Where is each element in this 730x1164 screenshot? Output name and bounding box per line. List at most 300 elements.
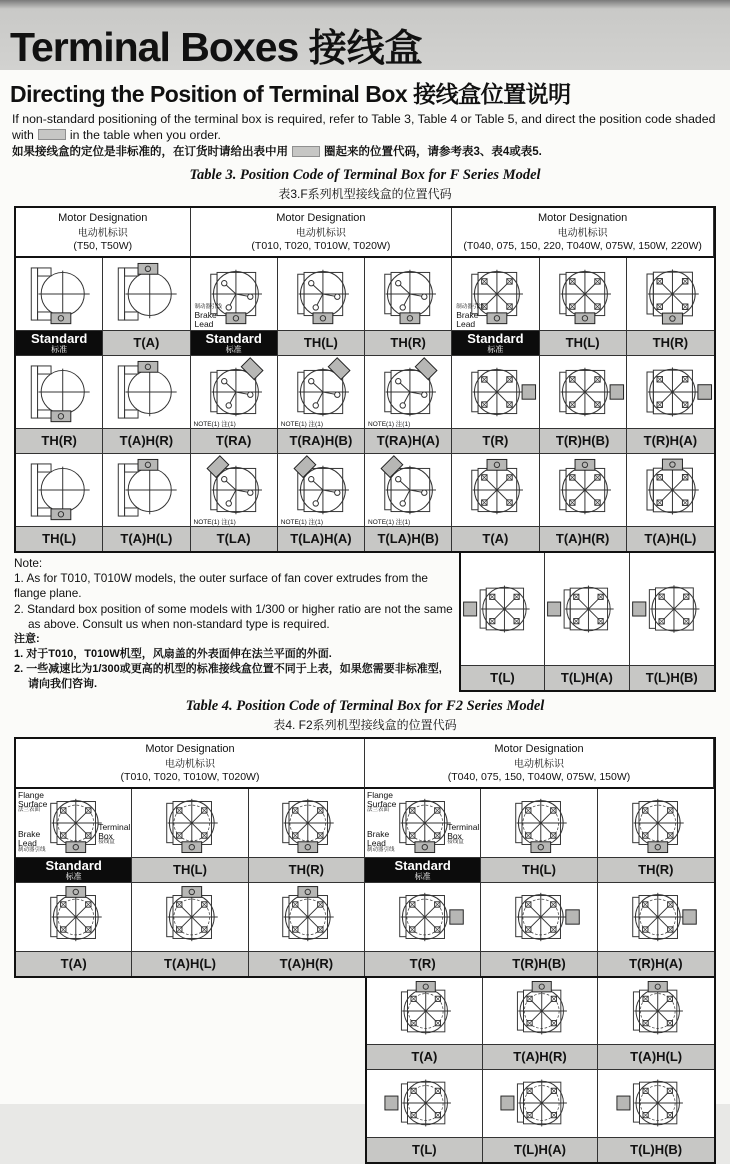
position-code-label — [627, 330, 714, 355]
position-code: T(R)H(B) — [512, 956, 566, 972]
motor-diagram — [452, 356, 538, 428]
brake-lead-annotation: Brake Lead 制动器引线 — [18, 829, 46, 853]
position-code: T(L)H(A) — [560, 670, 613, 686]
position-code: TH(L) — [42, 531, 77, 547]
motor-diagram — [367, 978, 482, 1044]
position-cell — [365, 789, 481, 883]
motor-diagram-svg — [278, 258, 364, 330]
motor-diagram — [249, 789, 364, 857]
motor-diagram — [132, 883, 247, 951]
motor-designation-header — [16, 208, 191, 258]
motor-diagram-svg — [540, 454, 626, 526]
position-code-label — [278, 526, 364, 551]
position-code: T(A)H(R) — [279, 956, 334, 972]
motor-diagram — [481, 883, 596, 951]
motor-diagram — [16, 883, 131, 951]
note-cn-3: 请向我们咨询. — [28, 677, 98, 690]
motor-diagram-svg — [540, 356, 626, 428]
position-code-label — [16, 951, 131, 976]
position-cell — [483, 1070, 599, 1162]
motor-diagram — [16, 454, 102, 526]
position-code-label — [481, 951, 596, 976]
motor-diagram — [365, 789, 480, 857]
motor-diagram — [630, 553, 714, 665]
motor-diagram-svg — [627, 356, 714, 428]
position-code-label — [627, 526, 714, 551]
position-code-label — [540, 330, 626, 355]
position-code: T(A)H(R) — [555, 531, 610, 547]
motor-diagram-svg — [144, 789, 236, 857]
motor-diagram — [278, 258, 364, 330]
motor-diagram-svg — [610, 1070, 702, 1136]
motor-diagram-svg — [461, 574, 544, 644]
motor-diagram-svg — [103, 258, 189, 330]
motor-diagram-svg — [610, 978, 702, 1044]
position-code: T(LA) — [216, 531, 251, 547]
position-code-label — [365, 857, 480, 882]
header-cn: 电动机标识 — [165, 758, 215, 770]
position-code-label — [598, 1137, 714, 1162]
motor-designation-header — [191, 208, 453, 258]
position-code: TH(L) — [173, 862, 207, 878]
position-code: TH(L) — [522, 862, 556, 878]
note-line-1: 1. As for T010, T010W models, the outer surface of fan cover extrudes from the flange plane. — [14, 570, 428, 601]
motor-diagram — [627, 454, 714, 526]
note-marker: NOTE(1) 注(1) — [280, 420, 323, 428]
motor-diagram — [191, 258, 277, 330]
page-header — [0, 0, 730, 70]
position-cell — [481, 883, 597, 976]
motor-diagram-svg — [378, 978, 470, 1044]
table4-title — [0, 698, 730, 733]
position-code-label — [191, 526, 277, 551]
intro-paragraph — [12, 111, 730, 161]
brake-lead-annotation: 制动器引线 Brake Lead — [194, 304, 223, 329]
position-code-label — [249, 857, 364, 882]
motor-diagram — [191, 454, 277, 526]
table3-row4-grid — [459, 553, 716, 692]
shade-swatch-icon — [38, 129, 66, 140]
intro-cn-a: 如果接线盒的定位是非标准的，在订货时请给出表中用 — [12, 146, 288, 159]
position-cell — [249, 789, 365, 883]
motor-diagram-svg — [545, 574, 628, 644]
position-code: Standard — [30, 330, 88, 346]
motor-diagram-svg — [191, 454, 277, 526]
motor-diagram — [627, 356, 714, 428]
motor-diagram-svg — [144, 883, 236, 951]
position-code-label — [132, 951, 247, 976]
motor-diagram-svg — [16, 454, 102, 526]
position-code: T(A)H(L) — [120, 531, 173, 547]
position-cell — [16, 883, 132, 976]
position-cell — [103, 258, 190, 356]
note-block — [14, 553, 459, 692]
position-code: TH(L) — [303, 335, 338, 351]
motor-diagram-svg — [365, 258, 451, 330]
position-cell — [461, 553, 545, 690]
position-code-label — [481, 857, 596, 882]
position-code: TH(R) — [288, 862, 325, 878]
note-line-2: 2. Standard box position of some models with 1/300 or higher ratio are not the same — [14, 601, 453, 616]
position-code: T(L)H(B) — [630, 1142, 683, 1158]
motor-diagram-svg — [452, 454, 538, 526]
motor-diagram — [545, 553, 628, 665]
position-cell — [16, 454, 103, 551]
position-cell — [540, 454, 627, 551]
position-cell — [278, 454, 365, 551]
position-code: T(R)H(A) — [643, 433, 698, 449]
motor-diagram — [16, 789, 131, 857]
position-code: T(A) — [60, 956, 87, 972]
position-code: TH(R) — [390, 335, 426, 351]
intro-line1: If non-standard positioning of the terminal box is required, refer to Table 3, Table 4 or Table 5, and direct the position code shaded — [12, 112, 716, 126]
position-cell — [452, 454, 539, 551]
header-models: (T040, 075, 150, T040W, 075W, 150W) — [447, 770, 631, 783]
position-code-label — [367, 1044, 482, 1069]
motor-diagram-svg — [365, 356, 451, 428]
header-models: (T010, T020, T010W, T020W) — [120, 770, 260, 783]
position-cell — [16, 258, 103, 356]
position-code-label — [598, 857, 714, 882]
position-cell — [278, 258, 365, 356]
position-code-cn: 标准 — [225, 344, 242, 354]
position-code-label — [16, 330, 102, 355]
position-code-label — [452, 330, 538, 355]
header-models: (T010, T020, T010W, T020W) — [251, 239, 391, 252]
position-code-label — [598, 1044, 714, 1069]
position-cell — [627, 258, 714, 356]
motor-diagram — [103, 258, 189, 330]
header-models: (T50, T50W) — [73, 239, 133, 252]
position-cell — [103, 454, 190, 551]
position-code: T(LA)H(B) — [377, 531, 439, 547]
position-code-label — [16, 857, 131, 882]
terminal-box-annotation: Terminal Box 接线盒 — [447, 821, 480, 846]
motor-diagram-svg — [260, 789, 352, 857]
position-cell — [598, 1070, 714, 1162]
motor-diagram-svg — [493, 789, 585, 857]
flange-surface-annotation: Flange Surface 法兰表面 — [18, 789, 48, 814]
position-cell — [627, 454, 714, 551]
intro-cn-b: 圈起来的位置代码，请参考表3、表4或表5. — [324, 146, 542, 159]
motor-diagram — [16, 356, 102, 428]
position-code: T(A) — [411, 1049, 438, 1065]
position-code-label — [461, 665, 544, 690]
motor-diagram — [540, 258, 626, 330]
position-cell — [630, 553, 714, 690]
motor-diagram-svg — [540, 258, 626, 330]
shade-swatch-icon — [292, 146, 320, 157]
position-code: T(A)H(L) — [630, 1049, 683, 1065]
motor-diagram-svg — [16, 356, 102, 428]
position-code: T(L)H(B) — [645, 670, 698, 686]
motor-designation-header — [365, 739, 714, 789]
note-cn-1: 1. 对于T010，T010W机型，风扇盖的外表面伸在法兰平面的外面. — [14, 648, 332, 661]
header-cn: 电动机标识 — [557, 227, 608, 239]
header-en: Motor Designation — [58, 211, 148, 224]
position-code-label — [365, 428, 451, 453]
position-code-label — [278, 428, 364, 453]
position-code-label — [365, 526, 451, 551]
position-code: T(L) — [490, 670, 515, 686]
position-code: T(A)H(R) — [119, 433, 174, 449]
motor-diagram — [367, 1070, 482, 1137]
position-cell — [367, 1070, 483, 1162]
motor-diagram-svg — [278, 454, 364, 526]
motor-designation-header — [16, 739, 365, 789]
note-cn-title: 注意: — [14, 633, 40, 646]
motor-diagram-svg — [377, 883, 469, 951]
position-cell — [191, 454, 278, 551]
position-code-label — [365, 330, 451, 355]
motor-diagram — [16, 258, 102, 330]
position-code: T(L)H(A) — [514, 1142, 566, 1158]
position-cell — [365, 454, 452, 551]
motor-diagram — [598, 978, 714, 1044]
table4-bottom-strip — [14, 978, 716, 1164]
note-marker: NOTE(1) 注(1) — [280, 518, 323, 526]
intro-line2-with: with — [12, 128, 34, 143]
position-code: T(L) — [412, 1142, 437, 1158]
position-code: T(LA)H(A) — [290, 531, 352, 547]
position-cell — [627, 356, 714, 454]
motor-diagram — [598, 789, 714, 857]
note-marker: NOTE(1) 注(1) — [368, 420, 411, 428]
header-cn: 电动机标识 — [295, 227, 346, 239]
position-code-cn: 标准 — [65, 871, 82, 881]
brake-lead-annotation: 制动器引线 Brake Lead — [456, 304, 484, 329]
position-cell — [540, 356, 627, 454]
note-line-3: as above. Consult us when non-standard type is required. — [28, 616, 330, 631]
position-code-label — [540, 526, 626, 551]
position-cell — [103, 356, 190, 454]
motor-diagram-svg — [191, 356, 277, 428]
motor-diagram — [483, 978, 598, 1044]
motor-diagram — [103, 356, 189, 428]
motor-diagram-svg — [278, 356, 364, 428]
position-code-label — [627, 428, 714, 453]
table3-title-en: Table 3. Position Code of Terminal Box for F Series Model — [189, 166, 541, 183]
position-code: Standard — [45, 857, 102, 873]
header-en: Motor Designation — [494, 742, 584, 755]
page-title-cn: 接线盒 — [308, 28, 423, 70]
position-code-label — [191, 428, 277, 453]
position-code-label — [16, 428, 102, 453]
motor-diagram-svg — [627, 454, 714, 526]
table4-title-cn: 表4. F2系列机型接线盒的位置代码 — [273, 717, 457, 732]
position-code-label — [103, 526, 189, 551]
position-cell — [16, 356, 103, 454]
position-cell — [249, 883, 365, 976]
position-cell — [452, 356, 539, 454]
page-title — [10, 24, 423, 70]
motor-diagram-svg — [103, 454, 189, 526]
motor-diagram-svg — [28, 883, 120, 951]
motor-diagram-svg — [260, 883, 352, 951]
motor-diagram — [627, 258, 714, 330]
position-cell — [483, 978, 599, 1070]
position-code-label — [132, 857, 247, 882]
header-en: Motor Designation — [145, 742, 235, 755]
position-cell — [598, 883, 714, 976]
position-cell — [132, 883, 248, 976]
motor-diagram — [540, 356, 626, 428]
motor-diagram — [452, 454, 538, 526]
position-code: TH(R) — [638, 862, 674, 878]
motor-diagram-svg — [493, 883, 585, 951]
position-code: TH(R) — [41, 433, 77, 449]
intro-line2-rest: in the table when you order. — [69, 128, 221, 143]
position-code-cn: 标准 — [487, 344, 504, 354]
position-code-label — [365, 951, 480, 976]
position-cell — [540, 258, 627, 356]
position-code-label — [16, 526, 102, 551]
position-cell — [365, 356, 452, 454]
position-code: Standard — [467, 330, 524, 346]
position-code-label — [103, 428, 189, 453]
motor-diagram-svg — [610, 883, 702, 951]
table3-title — [0, 167, 730, 202]
motor-diagram-svg — [610, 789, 702, 857]
position-code: T(A) — [482, 531, 509, 547]
table3-bottom-strip — [14, 553, 716, 692]
position-code: T(RA)H(A) — [376, 433, 440, 449]
position-code: T(R)H(A) — [629, 956, 683, 972]
note-marker: NOTE(1) 注(1) — [368, 518, 411, 526]
table3-grid — [14, 206, 716, 553]
header-en: Motor Designation — [537, 211, 628, 224]
position-code: T(A) — [133, 335, 160, 351]
motor-diagram — [249, 883, 364, 951]
motor-designation-header — [452, 208, 714, 258]
table4-rows34-grid — [365, 978, 716, 1164]
motor-diagram-svg — [378, 1070, 470, 1136]
position-code: Standard — [205, 330, 262, 346]
position-code-label — [103, 330, 189, 355]
table4-empty-area — [14, 978, 365, 1164]
motor-diagram-svg — [630, 574, 714, 644]
motor-diagram-svg — [627, 258, 714, 330]
table4-title-en: Table 4. Position Code of Terminal Box for F2 Series Model — [185, 697, 545, 714]
motor-diagram — [365, 258, 451, 330]
position-code: T(RA) — [215, 433, 252, 449]
position-code-label — [452, 526, 538, 551]
position-code: T(A)H(L) — [644, 531, 697, 547]
page-title-en: Terminal Boxes — [10, 24, 299, 70]
note-marker: NOTE(1) 注(1) — [193, 518, 236, 526]
motor-diagram — [191, 356, 277, 428]
motor-diagram — [598, 1070, 714, 1137]
motor-diagram — [278, 356, 364, 428]
motor-diagram-svg — [494, 1070, 586, 1136]
position-code-cn: 标准 — [414, 871, 431, 881]
position-code: TH(L) — [565, 335, 600, 351]
section-title-cn: 接线盒位置说明 — [413, 81, 571, 107]
position-cell — [598, 978, 714, 1070]
table4-grid — [14, 737, 716, 978]
motor-diagram — [365, 883, 480, 951]
header-en: Motor Designation — [276, 211, 366, 224]
position-cell — [598, 789, 714, 883]
motor-diagram-svg — [494, 978, 586, 1044]
motor-diagram-svg — [16, 258, 102, 330]
position-code: T(R) — [409, 956, 436, 972]
position-code-label — [483, 1137, 598, 1162]
position-code-label — [545, 665, 628, 690]
header-models: (T040, 075, 150, 220, T040W, 075W, 150W, 220W) — [463, 239, 702, 252]
position-cell — [191, 258, 278, 356]
motor-diagram-svg — [452, 356, 538, 428]
table4 — [14, 737, 716, 978]
title-banner — [0, 0, 730, 70]
position-code-cn: 标准 — [51, 344, 68, 354]
motor-diagram — [598, 883, 714, 951]
position-code-label — [452, 428, 538, 453]
position-code-label — [598, 951, 714, 976]
position-cell — [545, 553, 629, 690]
motor-diagram — [481, 789, 596, 857]
section-title-en: Directing the Position of Terminal Box — [10, 81, 408, 107]
motor-diagram — [103, 454, 189, 526]
motor-diagram — [483, 1070, 598, 1137]
position-cell — [132, 789, 248, 883]
position-cell — [16, 789, 132, 883]
position-code-label — [191, 330, 277, 355]
flange-surface-annotation: Flange Surface 法兰表面 — [367, 789, 397, 814]
motor-diagram — [452, 258, 538, 330]
position-cell — [367, 978, 483, 1070]
position-code-label — [540, 428, 626, 453]
note-marker: NOTE(1) 注(1) — [193, 420, 236, 428]
motor-diagram — [278, 454, 364, 526]
table3-title-cn: 表3.F系列机型接线盒的位置代码 — [278, 186, 452, 201]
position-cell — [365, 883, 481, 976]
motor-diagram-svg — [103, 356, 189, 428]
position-code: T(A)H(R) — [513, 1049, 567, 1065]
brake-lead-annotation: Brake Lead 制动器引线 — [367, 829, 395, 853]
position-cell — [452, 258, 539, 356]
position-code: TH(R) — [652, 335, 689, 351]
motor-diagram-svg — [365, 454, 451, 526]
motor-diagram — [132, 789, 247, 857]
motor-diagram — [365, 356, 451, 428]
header-cn: 电动机标识 — [77, 227, 128, 239]
position-cell — [191, 356, 278, 454]
note-title: Note: — [14, 555, 43, 570]
position-code-label — [278, 330, 364, 355]
note-cn-2: 2. 一些减速比为1/300或更高的机型的标准接线盒位置不同于上表，如果您需要非标准型, — [14, 662, 442, 675]
section-title — [10, 76, 730, 109]
position-code: T(R)H(B) — [555, 433, 610, 449]
motor-diagram — [365, 454, 451, 526]
position-code-label — [249, 951, 364, 976]
motor-diagram — [461, 553, 544, 665]
header-cn: 电动机标识 — [514, 758, 564, 770]
position-code-label — [630, 665, 714, 690]
motor-diagram — [540, 454, 626, 526]
table3 — [14, 206, 716, 553]
position-code-label — [483, 1044, 598, 1069]
position-code: T(RA)H(B) — [289, 433, 353, 449]
position-code: T(R) — [482, 433, 509, 449]
position-cell — [278, 356, 365, 454]
position-code-label — [367, 1137, 482, 1162]
position-code: Standard — [394, 857, 451, 873]
position-cell — [481, 789, 597, 883]
position-cell — [365, 258, 452, 356]
terminal-box-annotation: Terminal Box 接线盒 — [98, 821, 131, 846]
position-code: T(A)H(L) — [164, 956, 216, 972]
